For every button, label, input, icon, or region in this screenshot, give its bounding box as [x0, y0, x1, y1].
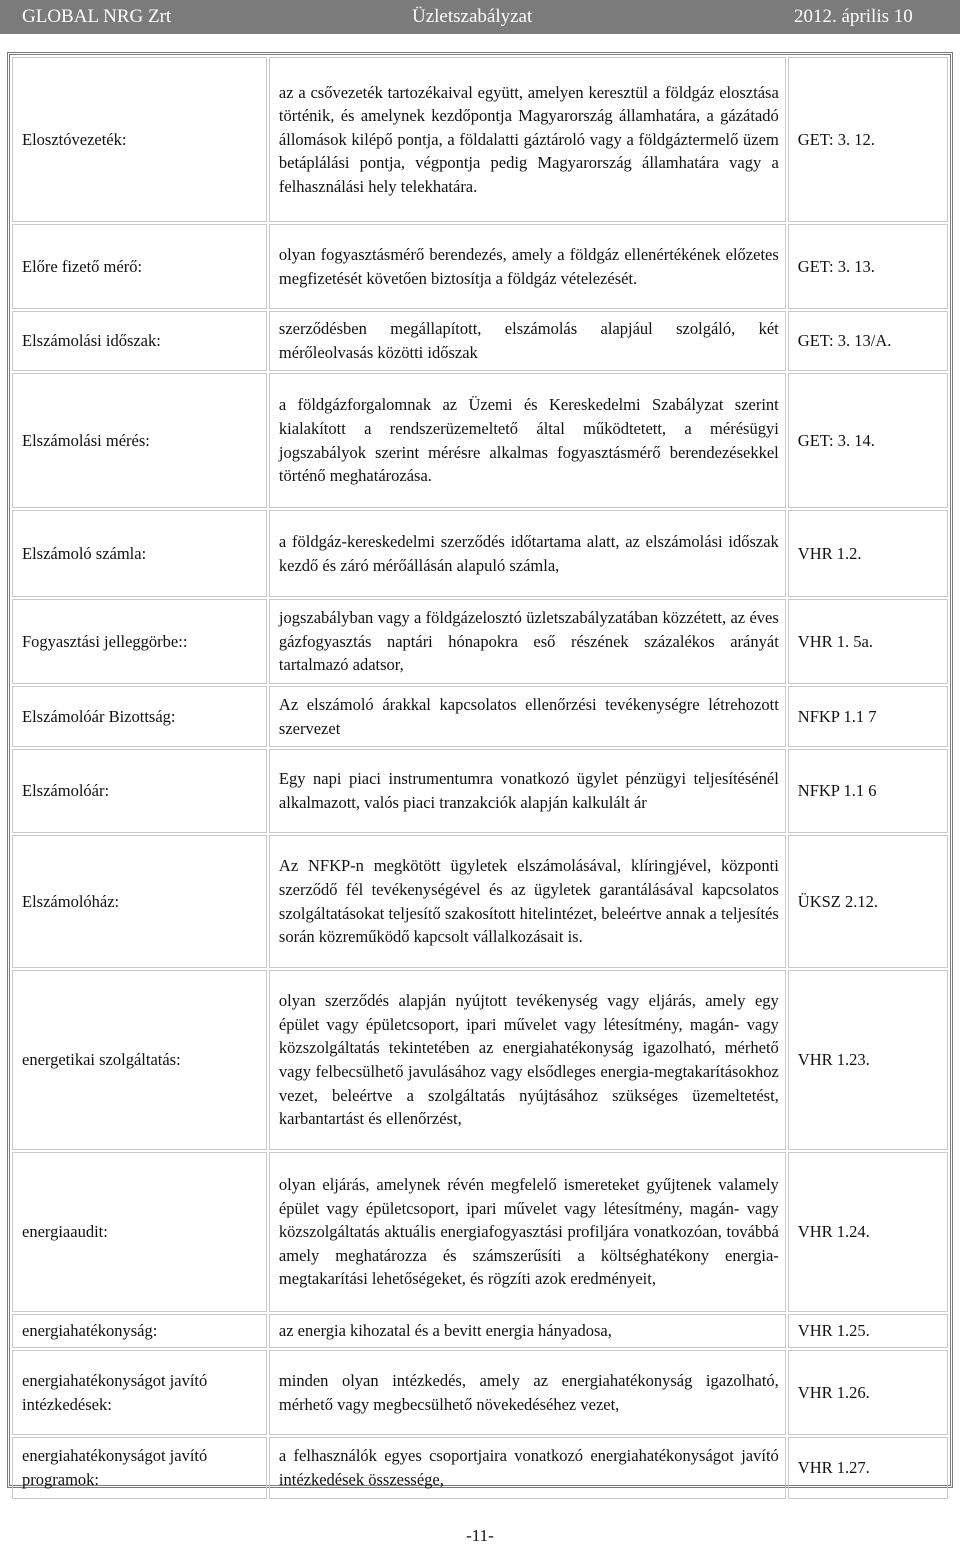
table-row [12, 970, 948, 1150]
table-row [12, 311, 948, 371]
reference-cell: NFKP 1.1 7 [788, 686, 948, 747]
definition-cell: szerződésben megállapított, elszámolás alapjául szolgáló, két mérőleolvasás közötti időszak [269, 311, 786, 371]
definition-cell: a földgáz-kereskedelmi szerződés időtartama alatt, az elszámolási időszak kezdő és záró mérőállásán alapuló számla, [269, 510, 786, 597]
header-date: 2012. április 10 [794, 6, 913, 27]
term-cell: energetikai szolgáltatás: [12, 970, 267, 1150]
definition-cell: olyan szerződés alapján nyújtott tevékenység vagy eljárás, amely egy épület vagy épületcsoport, ipari művelet vagy létesítmény, magán- vagy közszolgáltatás tekintetében az energiahatékonyság igazolható, mérhető vagy felbecsülhető javulásához vagy elsődleges energia-megtakarításokhoz vezet, beleértve a szolgáltatás nyújtásához szükséges üzemeltetést, karbantartást és ellenőrzést, [269, 970, 786, 1150]
definition-cell: olyan eljárás, amelynek révén megfelelő ismereteket gyűjtenek valamely épület vagy épületcsoport, ipari művelet vagy létesítmény, magán- vagy közszolgáltatás aktuális energiafogyasztási profiljára vonatkozóan, továbbá amely meghatározza és számszerűsíti a költséghatékony energia-megtakarítási lehetőségeket, és rögzíti azok eredményeit, [269, 1152, 786, 1312]
term-cell: Elszámolóár: [12, 749, 267, 833]
table-row [12, 1152, 948, 1312]
definition-cell: a felhasználók egyes csoportjaira vonatkozó energiahatékonyságot javító intézkedések összessége, [269, 1437, 786, 1499]
reference-cell: VHR 1.23. [788, 970, 948, 1150]
reference-cell: VHR 1.26. [788, 1350, 948, 1435]
table-row [12, 835, 948, 968]
reference-cell: VHR 1.25. [788, 1314, 948, 1348]
reference-cell: GET: 3. 13/A. [788, 311, 948, 371]
definition-cell: az a csővezeték tartozékaival együtt, amelyen keresztül a földgáz elosztása történik, és amelynek kezdőpontja Magyarország államhatára, a gázátadó állomások kilépő pontja, a földalatti gáztároló vagy a földgáztermelő üzem betáplálási pontja, végpontja pedig Magyarország államhatára vagy a felhasználási hely telekhatára. [269, 57, 786, 222]
term-cell: Elosztóvezeték: [12, 57, 267, 222]
reference-cell: NFKP 1.1 6 [788, 749, 948, 833]
term-cell: Elszámolási időszak: [12, 311, 267, 371]
term-cell: energiahatékonyságot javító intézkedések: [12, 1350, 267, 1435]
term-cell: Fogyasztási jelleggörbe:: [12, 599, 267, 684]
definition-cell: jogszabályban vagy a földgázelosztó üzletszabályzatában közzétett, az éves gázfogyasztás naptári hónapokra eső részének százalékos arányát tartalmazó adatsor, [269, 599, 786, 684]
table-row [12, 749, 948, 833]
term-cell: energiahatékonyságot javító programok: [12, 1437, 267, 1499]
definition-cell: Az NFKP-n megkötött ügyletek elszámolásával, klíringjével, központi szerződő fél tevékenységével és az ügyletek garantálásával kapcsolatos szolgáltatásokat teljesítő szakosított hitelintézet, beleértve annak a teljesítés során közreműködő kapcsolt vállalkozásait is. [269, 835, 786, 968]
term-cell: Elszámolóár Bizottság: [12, 686, 267, 747]
reference-cell: ÜKSZ 2.12. [788, 835, 948, 968]
table-row [12, 599, 948, 684]
table-row [12, 1437, 948, 1499]
reference-cell: GET: 3. 14. [788, 373, 948, 508]
header-document-title: Üzletszabályzat [412, 6, 533, 27]
term-cell: Előre fizető mérő: [12, 224, 267, 309]
reference-cell: GET: 3. 13. [788, 224, 948, 309]
definition-cell: Egy napi piaci instrumentumra vonatkozó ügylet pénzügyi teljesítésénél alkalmazott, valós piaci tranzakciók alapján kalkulált ár [269, 749, 786, 833]
definition-cell: minden olyan intézkedés, amely az energiahatékonyság igazolható, mérhető vagy megbecsülhető növekedéséhez vezet, [269, 1350, 786, 1435]
term-cell: energiaaudit: [12, 1152, 267, 1312]
table-row [12, 1350, 948, 1435]
definitions-table [10, 55, 950, 1501]
page-number: -11- [466, 1526, 494, 1545]
reference-cell: VHR 1.27. [788, 1437, 948, 1499]
page-header [0, 0, 960, 34]
reference-cell: GET: 3. 12. [788, 57, 948, 222]
term-cell: energiahatékonyság: [12, 1314, 267, 1348]
table-row [12, 510, 948, 597]
reference-cell: VHR 1. 5a. [788, 599, 948, 684]
table-row [12, 686, 948, 747]
definition-cell: olyan fogyasztásmérő berendezés, amely a földgáz ellenértékének előzetes megfizetését követően biztosítja a földgáz vételezését. [269, 224, 786, 309]
reference-cell: VHR 1.24. [788, 1152, 948, 1312]
definition-cell: az energia kihozatal és a bevitt energia hányadosa, [269, 1314, 786, 1348]
table-row [12, 57, 948, 222]
term-cell: Elszámoló számla: [12, 510, 267, 597]
table-row [12, 224, 948, 309]
reference-cell: VHR 1.2. [788, 510, 948, 597]
definitions-table-frame [7, 52, 953, 1488]
table-row [12, 373, 948, 508]
definition-cell: a földgázforgalomnak az Üzemi és Kereskedelmi Szabályzat szerint kialakított a rendszerüzemeltető által működtetett, a mérésügyi jogszabályok szerint mérésre alkalmas fogyasztásmérő berendezésekkel történő meghatározása. [269, 373, 786, 508]
definition-cell: Az elszámoló árakkal kapcsolatos ellenőrzési tevékenységre létrehozott szervezet [269, 686, 786, 747]
table-row [12, 1314, 948, 1348]
definitions-table-body [12, 57, 948, 1499]
header-company: GLOBAL NRG Zrt [22, 6, 172, 27]
term-cell: Elszámolási mérés: [12, 373, 267, 508]
term-cell: Elszámolóház: [12, 835, 267, 968]
